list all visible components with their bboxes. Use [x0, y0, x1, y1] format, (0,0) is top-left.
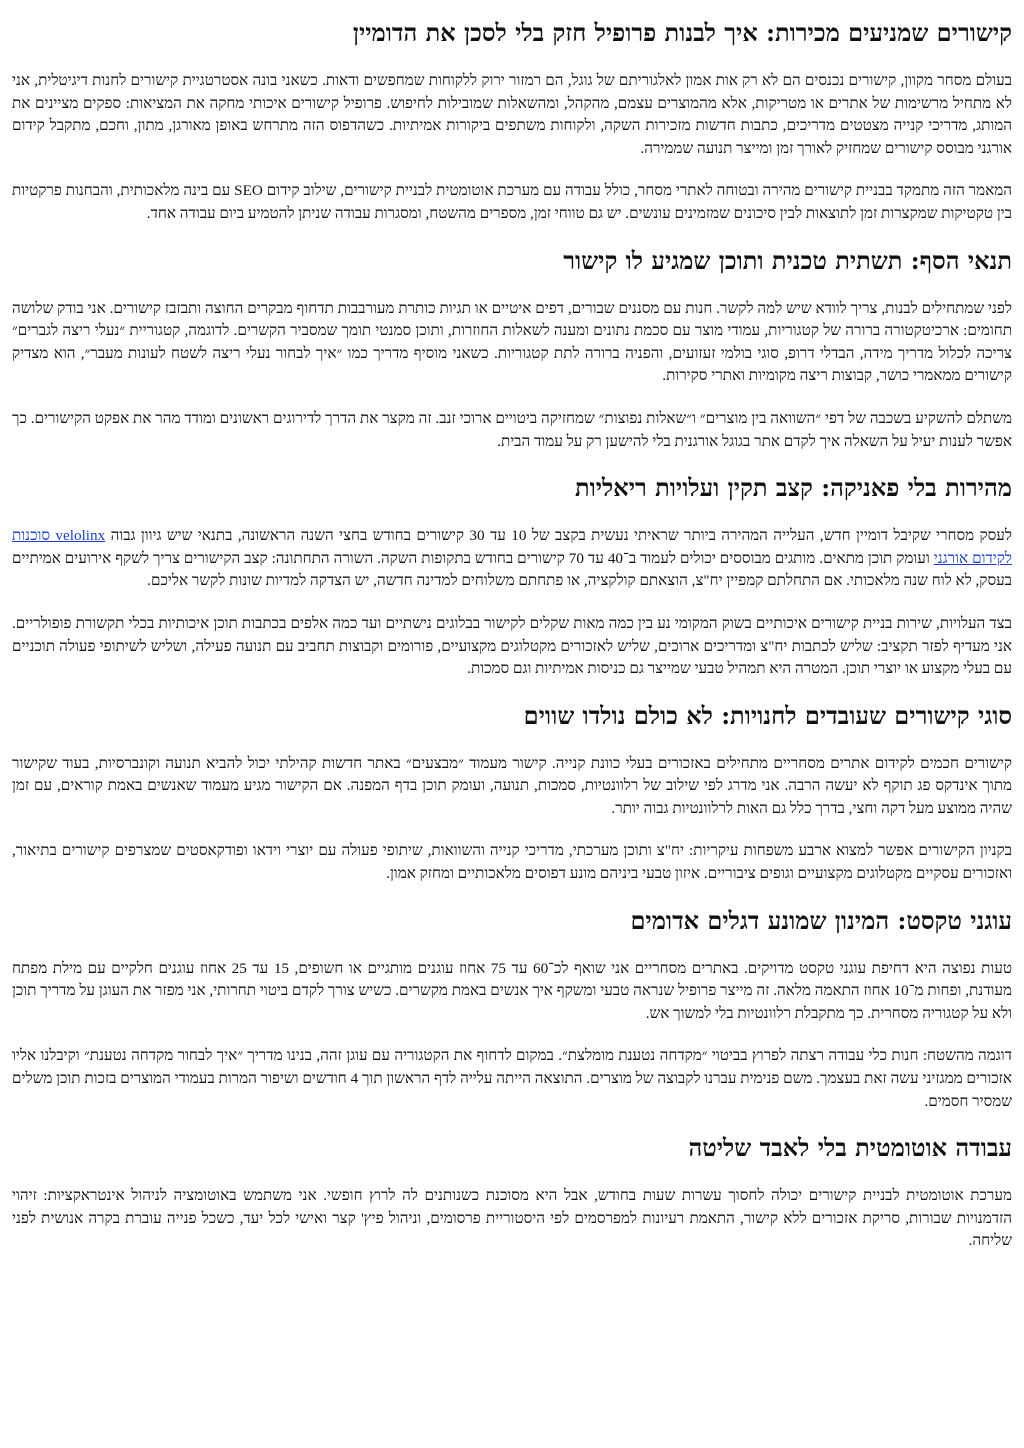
- paragraph-text: ועומק תוכן מתאים. מותגים מבוססים יכולים לעמוד ב־40 עד 70 קישורים בחודש בתקופות השקה. השורה התחתונה: קצב הקישורים צריך לשקף אירועים אמיתיים בעסק, לא לוח שנה מלאכותי. אם התחלתם קמפיין יח"צ, הוצאתם קולקציה, או פתחתם משלוחים למדינה חדשה, יש הצדקה למדיות שונות לקשר אליכם.: [12, 549, 1012, 590]
- paragraph: בעולם מסחר מקוון, קישורים נכנסים הם לא רק אות אמון לאלגוריתם של גוגל, הם רמזור ירוק ללקוחות שמחפשים ודאות. כשאני בונה אסטרטגיית קישורים לחנות דיגיטלית, אני לא מתחיל מרשימות של אתרים או מטריקות, אלא מהמוצרים עצמם, מהקהל, ומהשאלות שמובילות לחיפוש. פרופיל קישורים איכותי מחקה את המציאות: ספקים מציינים את המותג, מדריכי קנייה מצטטים מדריכים, כתבות חדשות מזכירות השקה, ולקוחות משתפים ביקורות אמיתיות. כשהדפוס הזה מתרחש באופן מאורגן, מתון, וחכם, מתקבל קידום אורגני מבוסס קישורים שמחזיק לאורך זמן ומייצר תנועה שממירה.: [12, 72, 1012, 157]
- section-technical-foundation: [12, 246, 1012, 454]
- paragraph: המאמר הזה מתמקד בבניית קישורים מהירה ובטוחה לאתרי מסחר, כולל עבודה עם מערכת אוטומטית לבניית קישורים, שילוב קידום SEO עם בינה מלאכותית, והבחנות פרקטיות בין טקטיקות שמקצרות זמן לתוצאות לבין סיכונים שמזמינים עונשים. יש גם טווחי זמן, מספרים מהשטח, ומסגרות עבודה שניתן להטמיע ביום עבודה אחד.: [12, 182, 1012, 222]
- page-title: קישורים שמניעים מכירות: איך לבנות פרופיל חזק בלי לסכן את הדומיין: [352, 18, 1012, 47]
- section-heading: מהירות בלי פאניקה: קצב תקין ועלויות ריאליות: [574, 473, 1012, 503]
- paragraph-with-link: [12, 525, 1012, 593]
- paragraph: דוגמה מהשטח: חנות כלי עבודה רצתה לפרוץ בביטוי ״מקדחה נטענת מומלצת״. במקום לדחוף את הקטגוריה עם עוגן זהה, בנינו מדריך ״איך לבחור מקדחה נטענת״ וקיבלנו אליו אזכורים ממגזיני עשה זאת בעצמך. משם פנימית עברנו לקבוצה של מוצרים. התוצאה הייתה עלייה לדף הראשון תוך 4 חודשים ושיפור המרות בעמודי המוצרים בזכות תוכן משלים שמסיר חסמים.: [12, 1047, 1012, 1110]
- velolinx-link[interactable]: velolinx סוכנות לקידום אורגני: [12, 527, 1012, 567]
- section-speed-costs: [12, 473, 1012, 681]
- section-intro: [12, 18, 1012, 226]
- paragraph: משתלם להשקיע בשכבה של דפי ״השוואה בין מוצרים״ ו״שאלות נפוצות״ שמחזיקה ביטויים ארוכי זנב. זה מקצר את הדרך לדירוגים ראשונים ומודד מהר את אפקט הקישורים. כך אפשר לענות יעיל על השאלה איך לקדם אתר בגוגל אורגנית בלי להישען רק על עמוד הבית.: [12, 409, 1012, 450]
- section-heading: תנאי הסף: תשתית טכנית ותוכן שמגיע לו קישור: [563, 245, 1012, 275]
- paragraph: טעות נפוצה היא דחיפת עוגני טקסט מדויקים. באתרים מסחריים אני שואף לכ־60 עד 75 אחוז עוגנים מותגיים או חשופים, 15 עד 25 אחוז עוגנים חלקיים עם מילת מפתח מעודנת, ופחות מ־10 אחוז התאמה מלאה. זה מייצר פרופיל שנראה טבעי ומשקף איך אנשים באמת מקשרים. כשיש צורך לקדם ביטוי תחרותי, אני מפזר את העוגן על מדריך תוכן ולא על קטגוריה מסחרית. כך מתקבלת רלוונטיות בלי למשוך אש.: [12, 959, 1013, 1022]
- paragraph: מערכת אוטומטית לבניית קישורים יכולה לחסוך עשרות שעות בחודש, אבל היא מסוכנת כשנותנים לה לרוץ חופשי. אני משתמש באוטומציה לניהול אינטראקציות: זיהוי הזדמנויות שבורות, סריקת אזכורים ללא קישור, התאמת רעיונות למפרסמים לפי היסטוריית פרסומים, וניהול פיץ' קצר ואישי לכל יעד, כשכל פנייה עוברת בקרה אנושית לפני שליחה.: [12, 1187, 1012, 1250]
- section-heading: עוגני טקסט: המינון שמונע דגלים אדומים: [630, 905, 1012, 935]
- section-heading: עבודה אוטומטית בלי לאבד שליטה: [688, 1133, 1012, 1163]
- paragraph: קישורים חכמים לקידום אתרים מסחריים מתחילים באזכורים בעלי כוונת קנייה. קישור מעמוד ״מבצעים״ באתר חדשות קהילתי יכול להביא תנועה וקונברסיות, בעוד שקישור מתוך אינדקס פג תוקף לא יעשה הרבה. אני מדרג לפי שילוב של רלוונטיות, סמכות, תנועה, ועומק תוכן בדף המפנה. אם הקישור מגיע מעמוד שאנשים באמת קוראים, עם זמן שהיה ממוצע מעל דקה וחצי, בדרך כלל גם האות לרלוונטיות גבוה יותר.: [12, 754, 1012, 817]
- section-link-types: [12, 701, 1012, 886]
- section-anchor-text: [12, 906, 1012, 1114]
- section-automation: [12, 1133, 1012, 1253]
- paragraph: בצד העלויות, שירות בניית קישורים איכותיים בשוק המקומי נע בין כמה מאות שקלים לקישור בבלוגים נישתיים ועד כמה אלפים בכתבות תוכן איכותיות בכלי תקשורת פופולריים. אני מעדיף לפזר תקציב: שליש לכתבות יח"צ ומדריכים ארוכים, שליש לאזכורים מקטלוגים מקצועיים, פורומים וקבוצות תחביב עם תנועה פעילה, ושליש לשיתופי פעולה תוכניים עם בעלי מקצוע או יוצרי תוכן. המטרה היא תמהיל טבעי שמייצר גם כניסות אמיתיות וגם סמכות.: [12, 614, 1012, 678]
- paragraph: לפני שמתחילים לבנות, צריך לוודא שיש למה לקשר. חנות עם מסננים שבורים, דפים איטיים או תגיות כותרת מעורבבות תדחוף מבקרים החוצה ותבזבז קישורים. אני בודק שלושה תחומים: ארכיטקטורה ברורה של קטגוריות, עמודי מוצר עם סכמת נתונים ומענה לשאלות החוזרות, ותוכן סמנטי תומך שמסביר הקשרים. לדוגמה, קטגוריית ״נעלי ריצה לגברים״ צריכה לכלול מדריך מידה, הבדלי דרופ, סוגי בולמי זעזועים, והפניה ברורה לתת קטגוריות. כשאני מוסיף מדריך כמו ״איך לבחור נעלי ריצה לשטח לעונות מעבר״, הוא מצדיק קישורים ממאמרי כושר, קבוצות ריצה מקומיות ואתרי סקירות.: [12, 299, 1012, 385]
- section-heading: סוגי קישורים שעובדים לחנויות: לא כולם נולדו שווים: [523, 700, 1012, 730]
- paragraph-text: לעסק מסחרי שקיבל דומיין חדש, העלייה המהירה ביותר שראיתי נעשית בקצב של 10 עד 30 קישורים בחודש בחצי השנה הראשונה, בתנאי שיש גיוון גבוה: [105, 527, 1012, 545]
- paragraph: בקניון הקישורים אפשר למצוא ארבע משפחות עיקריות: יח"צ ותוכן מערכתי, מדריכי קנייה והשוואות, שיתופי פעולה עם יוצרי וידאו ופודקאסטים שמצרפים קישורים בתיאור, ואזכורים עסקיים מקטלוגים מקצועיים וגופים ציבוריים. איזון טבעי ביניהם מונע דפוסים מלאכותיים ומחזק אמון.: [12, 842, 1012, 883]
